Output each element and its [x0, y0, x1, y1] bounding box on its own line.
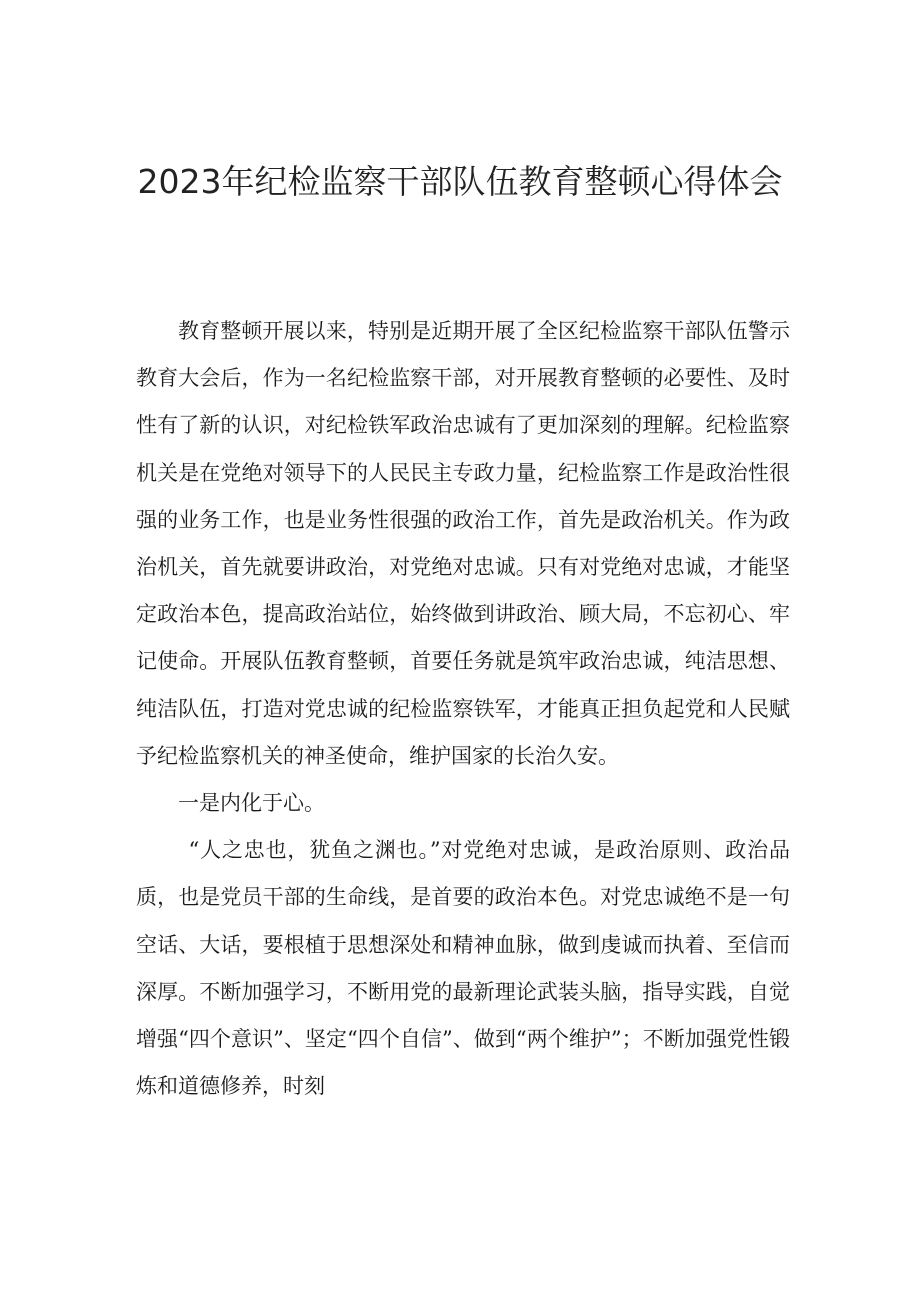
- document-body: [136, 308, 790, 1110]
- paragraph-loyalty: “人之忠也，犹鱼之渊也。”对党绝对忠诚，是政治原则、政治品质，也是党员干部的生命线，是首要的政治本色。对党忠诚绝不是一句空话、大话，要根植于思想深处和精神血脉，做到虔诚而执着、至信而深厚。不断加强学习，不断用党的最新理论武装头脑，指导实践，自觉增强“四个意识”、坚定“四个自信”、做到“两个维护”；不断加强党性锻炼和道德修养，时刻: [136, 838, 790, 1099]
- paragraph-heading-one: 一是内化于心。: [178, 791, 325, 816]
- paragraph-intro: 教育整顿开展以来，特别是近期开展了全区纪检监察干部队伍警示教育大会后，作为一名纪检监察干部，对开展教育整顿的必要性、及时性有了新的认识，对纪检铁军政治忠诚有了更加深刻的理解。纪检监察机关是在党绝对领导下的人民民主专政力量，纪检监察工作是政治性很强的业务工作，也是业务性很强的政治工作，首先是政治机关。作为政治机关，首先就要讲政治，对党绝对忠诚。只有对党绝对忠诚，才能坚定政治本色，提高政治站位，始终做到讲政治、顾大局，不忘初心、牢记使命。开展队伍教育整顿，首要任务就是筑牢政治忠诚，纯洁思想、纯洁队伍，打造对党忠诚的纪检监察铁军，才能真正担负起党和人民赋予纪检监察机关的神圣使命，维护国家的长治久安。: [136, 319, 790, 768]
- document-title: 2023年纪检监察干部队伍教育整顿心得体会: [137, 162, 783, 201]
